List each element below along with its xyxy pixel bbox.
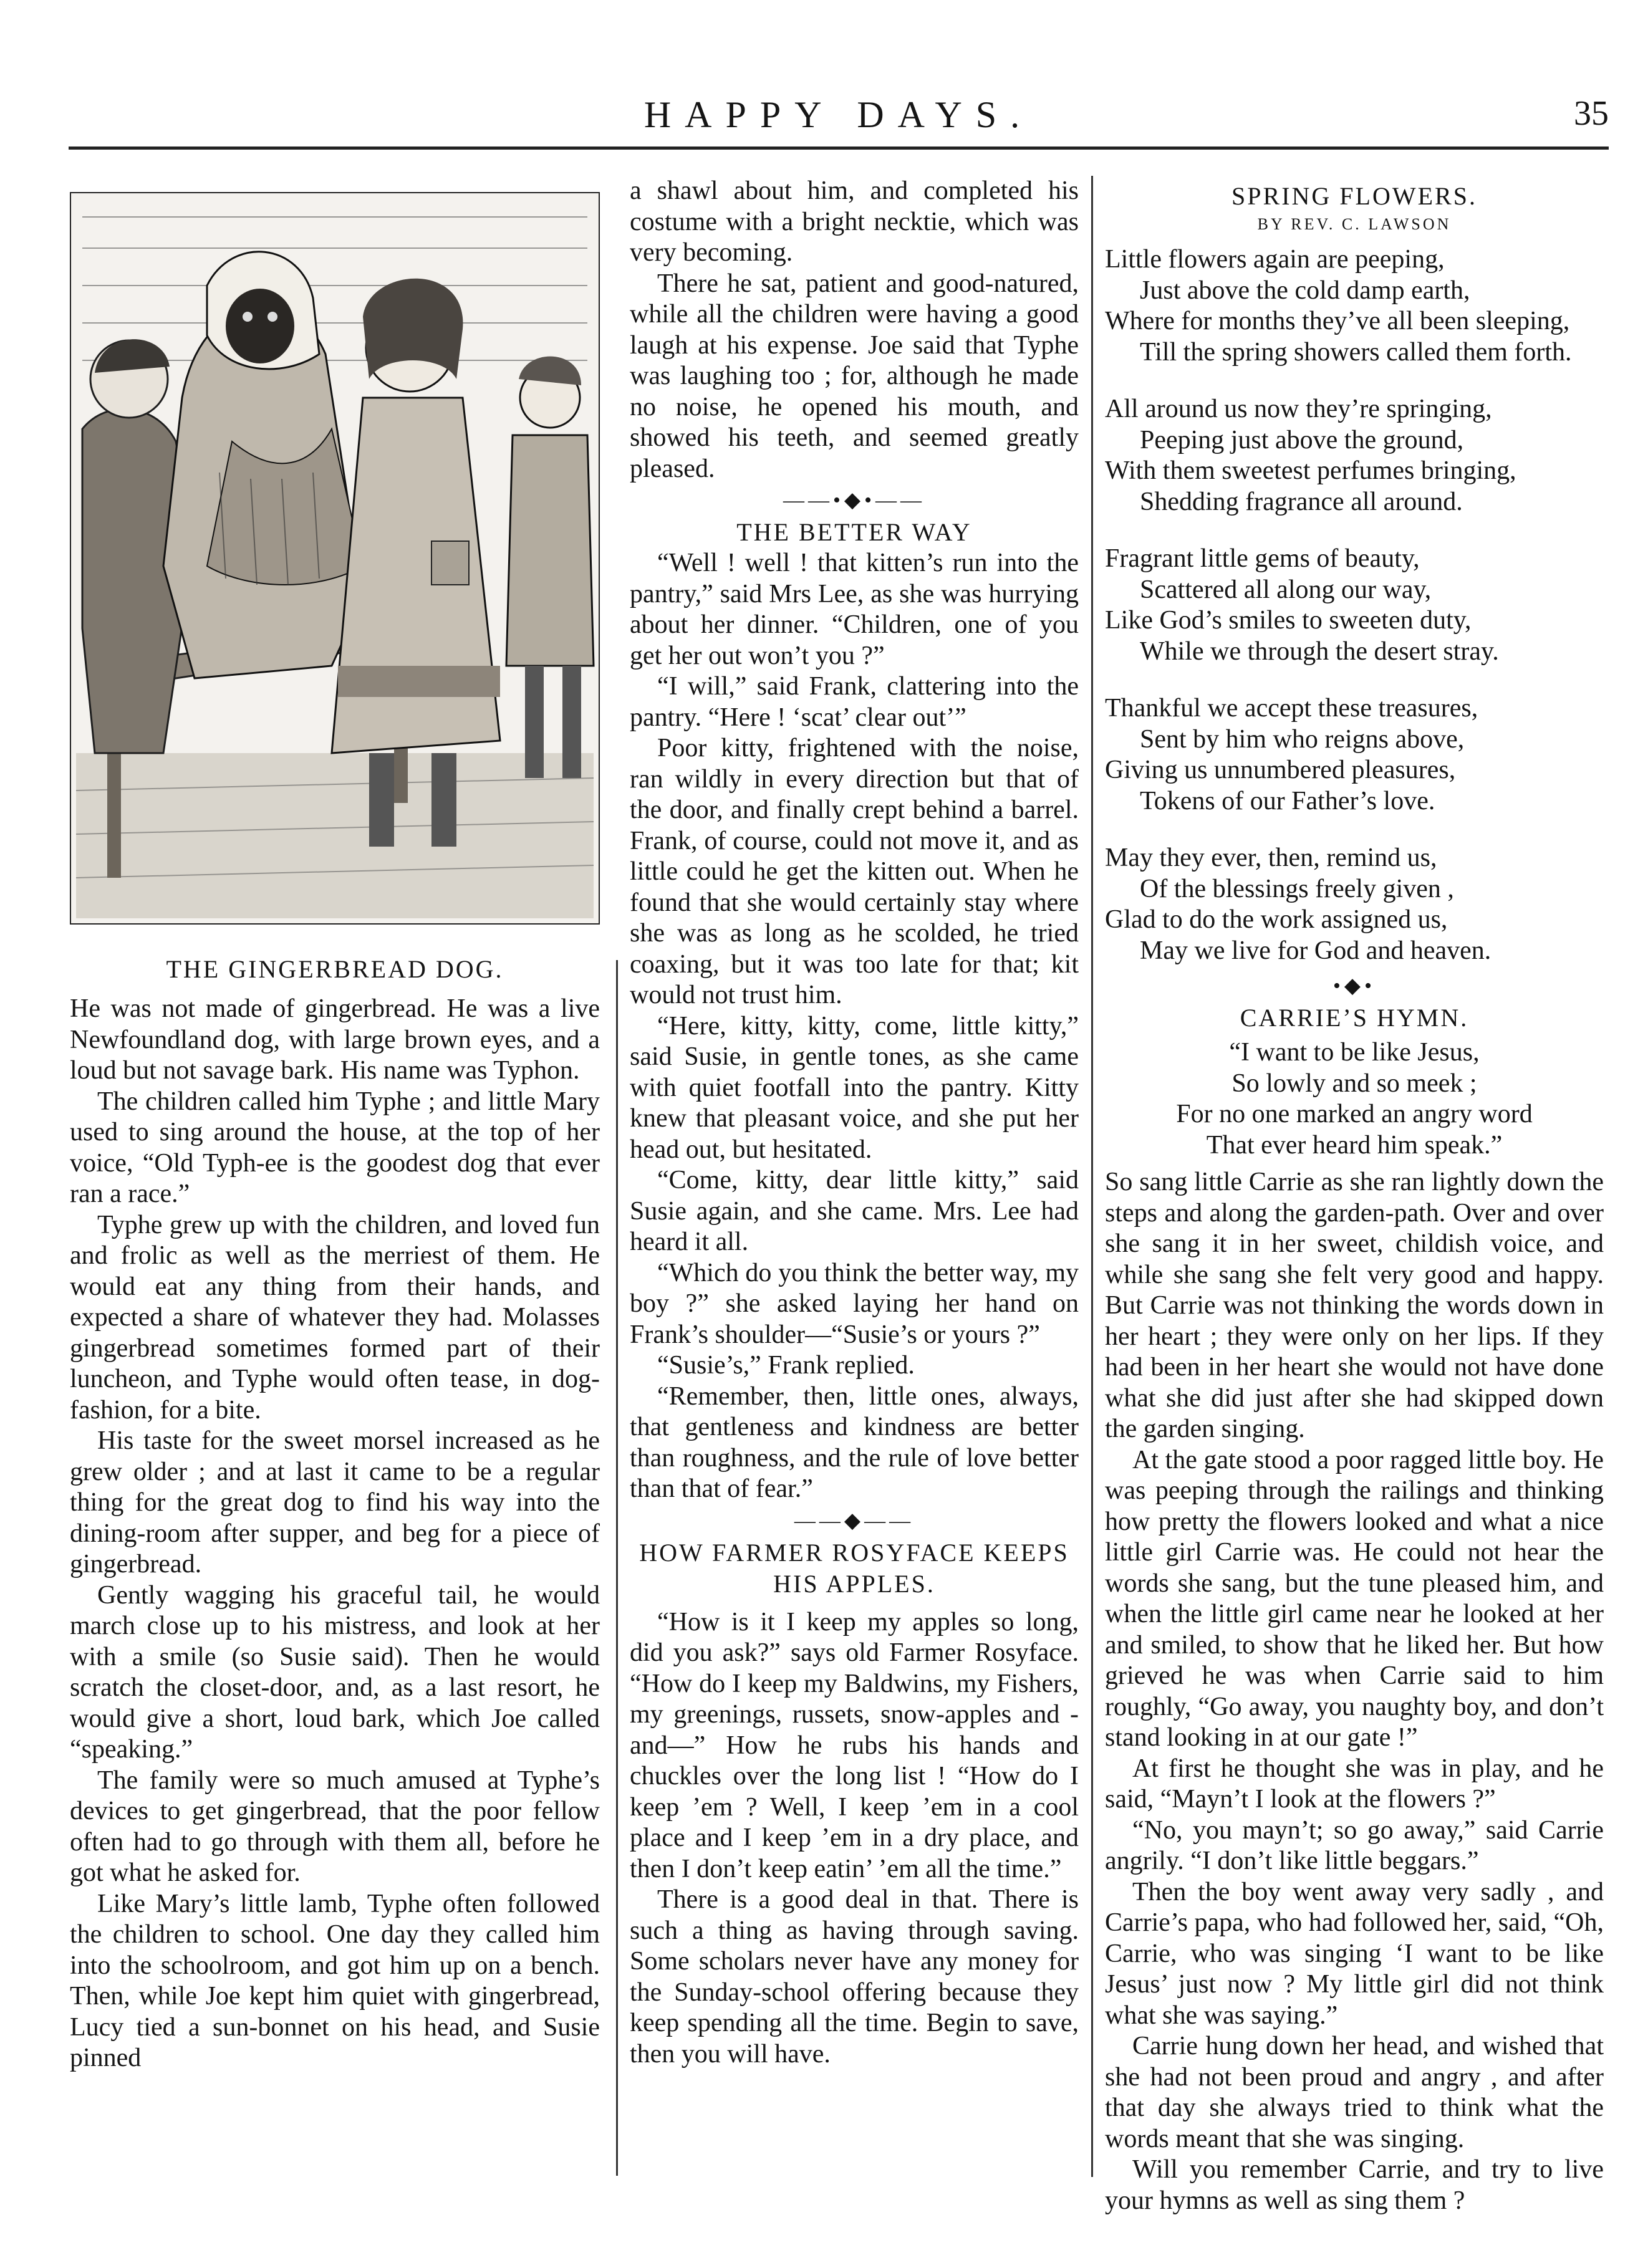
verse-line: While we through the desert stray.: [1140, 637, 1499, 666]
verse-line: So lowly and so meek ;: [1231, 1069, 1477, 1098]
verse-line: Where for months they’ve all been sleeping,: [1105, 307, 1570, 335]
column-3: [1105, 181, 1604, 2216]
paragraph: At the gate stood a poor ragged little boy. He was peeping through the railings and thinking how pretty the flowers looked and what a nice little girl Carrie was. He could not hear the words she sang, but the tune pleased him, and when the little girl came near he looked at her and smiled, to show that he liked her. But how grieved he was when Carrie said to him roughly, “Go away, you naughty boy, and don’t stand looking in at our gate !”: [1105, 1445, 1604, 1752]
poem-spring-flowers: [1105, 244, 1604, 966]
paragraph: “No, you mayn’t; so go away,” said Carrie angrily. “I don’t like little beggars.”: [1105, 1815, 1604, 1875]
paragraph: Like Mary’s little lamb, Typhe often followed the children to school. One day they called him into the schoolroom, and got him up on a bench. Then, while Joe kept him quiet with gingerbread, Lucy tied a sun-bonnet on his head, and Susie pinned: [70, 1889, 600, 2072]
paragraph: Typhe grew up with the children, and loved fun and frolic as well as the merriest of them. He would eat any thing from their hands, and expected a share of whatever they had. Molasses gingerbread sometimes formed part of their luncheon, and Typhe would often tease, in dog-fashion, for a bite.: [70, 1210, 600, 1425]
article-title-farmer-rosyface-line1: HOW FARMER ROSYFACE KEEPS: [639, 1538, 1069, 1567]
paragraph: “Susie’s,” Frank replied.: [657, 1351, 915, 1380]
verse-line: Little flowers again are peeping,: [1105, 245, 1445, 274]
verse-line: Giving us unnumbered pleasures,: [1105, 756, 1456, 784]
hymn-verse: [1105, 1037, 1604, 1161]
byline: BY REV. C. LAWSON: [1257, 215, 1452, 233]
paragraph: There is a good deal in that. There is such a thing as having through saving. Some scholars never have any money for the Sunday-school offering because they keep spending all the time. Begin to save, then you will have.: [630, 1885, 1079, 2069]
article-title-carries-hymn: CARRIE’S HYMN.: [1240, 1004, 1469, 1032]
paragraph: His taste for the sweet morsel increased as he grew older ; and at last it came to be a regular thing for the great dog to find his way into the dining-room after supper, and beg for a piece of gingerbread.: [70, 1426, 600, 1578]
verse-line: Scattered all along our way,: [1140, 575, 1432, 604]
stanza: [1105, 544, 1604, 667]
paragraph: Poor kitty, frightened with the noise, ran wildly in every direction but that of the door, and finally crept behind a barrel. Frank, of course, could not move it, and as little could he get the kitten out. When he found that she would certainly stay where she was as long as he scolded, he tried coaxing, but it was too late for that; kit would not trust him.: [630, 734, 1079, 1009]
header-rule: [69, 147, 1609, 150]
verse-line: For no one marked an angry word: [1176, 1100, 1533, 1128]
verse-line: Sent by him who reigns above,: [1140, 724, 1465, 754]
verse-line: Peeping just above the ground,: [1140, 425, 1464, 454]
page-header: [69, 94, 1609, 150]
running-title: HAPPY DAYS.: [643, 94, 1034, 135]
paragraph: Then the boy went away very sadly , and Carrie’s papa, who had followed her, said, “Oh, Carrie, who was singing ‘I want to be like Jesus’ just now ? My little girl did not think what she was saying.”: [1105, 1877, 1604, 2030]
stanza: [1105, 843, 1604, 966]
stanza: [1105, 693, 1604, 817]
verse-line: Tokens of our Father’s love.: [1140, 786, 1435, 815]
paragraph: “Here, kitty, kitty, come, little kitty,” said Susie, in gentle tones, as she came with quiet footfall into the pantry. Kitty knew that pleasant voice, and she put her head out, but hesitated.: [630, 1011, 1079, 1164]
paragraph: “Remember, then, little ones, always, that gentleness and kindness are better than roughness, and the rule of love better than that of fear.”: [630, 1381, 1079, 1503]
article-title-farmer-rosyface-line2: HIS APPLES.: [773, 1569, 935, 1598]
verse-line: Thankful we accept these treasures,: [1105, 694, 1478, 723]
stanza: [1105, 244, 1604, 368]
paragraph: So sang little Carrie as she ran lightly down the steps and along the garden-path. Over and over she sang it in her sweet, childish voice, and while she sang she felt very good and happy. But Carrie was not thinking the words down in her heart ; they were only on her lips. If they had been in her heart she would not have done what she did just after she had skipped down the garden singing.: [1105, 1168, 1604, 1443]
verse-line: With them sweetest perfumes bringing,: [1105, 456, 1516, 485]
column-1: [70, 954, 600, 2074]
page-number: 35: [1574, 94, 1609, 133]
paragraph: He was not made of gingerbread. He was a live Newfoundland dog, with large brown eyes, and a loud but not savage bark. His name was Typhon.: [70, 994, 600, 1085]
article-title-gingerbread-dog: THE GINGERBREAD DOG.: [166, 955, 504, 983]
verse-line: Just above the cold damp earth,: [1140, 276, 1470, 305]
verse-line: Shedding fragrance all around.: [1140, 487, 1463, 516]
paragraph: There he sat, patient and good-natured, while all the children were having a good laugh at his expense. Joe said that Typhe was laughing too ; for, although he made no noise, he opened his mouth, and showed his teeth, and seemed greatly pleased.: [630, 269, 1079, 483]
poem-title-spring-flowers: SPRING FLOWERS.: [1231, 182, 1477, 210]
verse-line: “I want to be like Jesus,: [1229, 1038, 1480, 1067]
ornament-divider: •◆•: [1333, 974, 1376, 997]
verse-line: May we live for God and heaven.: [1140, 936, 1491, 965]
stanza: [1105, 394, 1604, 517]
verse-line: Glad to do the work assigned us,: [1105, 905, 1448, 934]
paragraph: “How is it I keep my apples so long, did you ask?” says old Farmer Rosyface. “How do I keep my Baldwins, my Fishers, my greenings, russets, snow-apples and -and—” How he rubs his hands and chuckles over the long list ! “How do I keep ’em ? Well, I keep ’em in a cool place and I keep ’em in a dry place, and then I don’t keep eatin’ ’em all the time.”: [630, 1607, 1079, 1883]
column-rule: [1091, 176, 1093, 2177]
paragraph: Will you remember Carrie, and try to live your hymns as well as sing them ?: [1105, 2155, 1604, 2215]
verse-line: Of the blessings freely given ,: [1140, 874, 1454, 903]
verse-line: Fragrant little gems of beauty,: [1105, 544, 1420, 573]
column-rule: [616, 960, 618, 2176]
paragraph: The children called him Typhe ; and little Mary used to sing around the house, at the top of her voice, “Old Typh-ee is the goodest dog that ever ran a race.”: [70, 1087, 600, 1208]
paragraph: Carrie hung down her head, and wished that she had not been proud and angry , and after that day she always tried to think what the words meant that she was singing.: [1105, 2032, 1604, 2153]
paragraph: “I will,” said Frank, clattering into the pantry. “Here ! ‘scat’ clear out’”: [630, 672, 1079, 732]
column-2: [630, 176, 1079, 2070]
article-title-better-way: THE BETTER WAY: [736, 518, 972, 546]
paragraph: “Which do you think the better way, my boy ?” she asked laying her hand on Frank’s shoulder—“Susie’s or yours ?”: [630, 1258, 1079, 1349]
ornament-divider: ——◆——: [794, 1509, 915, 1532]
paragraph: Gently wagging his graceful tail, he would march close up to his mistress, and look at her with a smile (so Susie said). Then he would scratch the closet-door, and, as a last resort, he would give a short, loud bark, which Joe called “speaking.”: [70, 1580, 600, 1764]
paragraph: a shawl about him, and completed his costume with a bright necktie, which was very becoming.: [630, 176, 1079, 267]
verse-line: All around us now they’re springing,: [1105, 395, 1492, 423]
verse-line: May they ever, then, remind us,: [1105, 843, 1437, 872]
paragraph: At first he thought she was in play, and he said, “Mayn’t I look at the flowers ?”: [1105, 1754, 1604, 1814]
verse-line: Like God’s smiles to sweeten duty,: [1105, 606, 1472, 635]
ornament-divider: ——•◆•——: [783, 489, 925, 512]
verse-line: Till the spring showers called them forth.: [1140, 337, 1572, 367]
paragraph: “Come, kitty, dear little kitty,” said Susie again, and she came. Mrs. Lee had heard it all.: [630, 1166, 1079, 1256]
verse-line: That ever heard him speak.”: [1206, 1130, 1503, 1160]
paragraph: The family were so much amused at Typhe’s devices to get gingerbread, that the poor fellow often had to go through with them all, before he got what he asked for.: [70, 1766, 600, 1887]
paragraph: “Well ! well ! that kitten’s run into the pantry,” said Mrs Lee, as she was hurrying about her dinner. “Children, one of you get her out won’t you ?”: [630, 549, 1079, 670]
engraving-illustration: [70, 192, 600, 925]
